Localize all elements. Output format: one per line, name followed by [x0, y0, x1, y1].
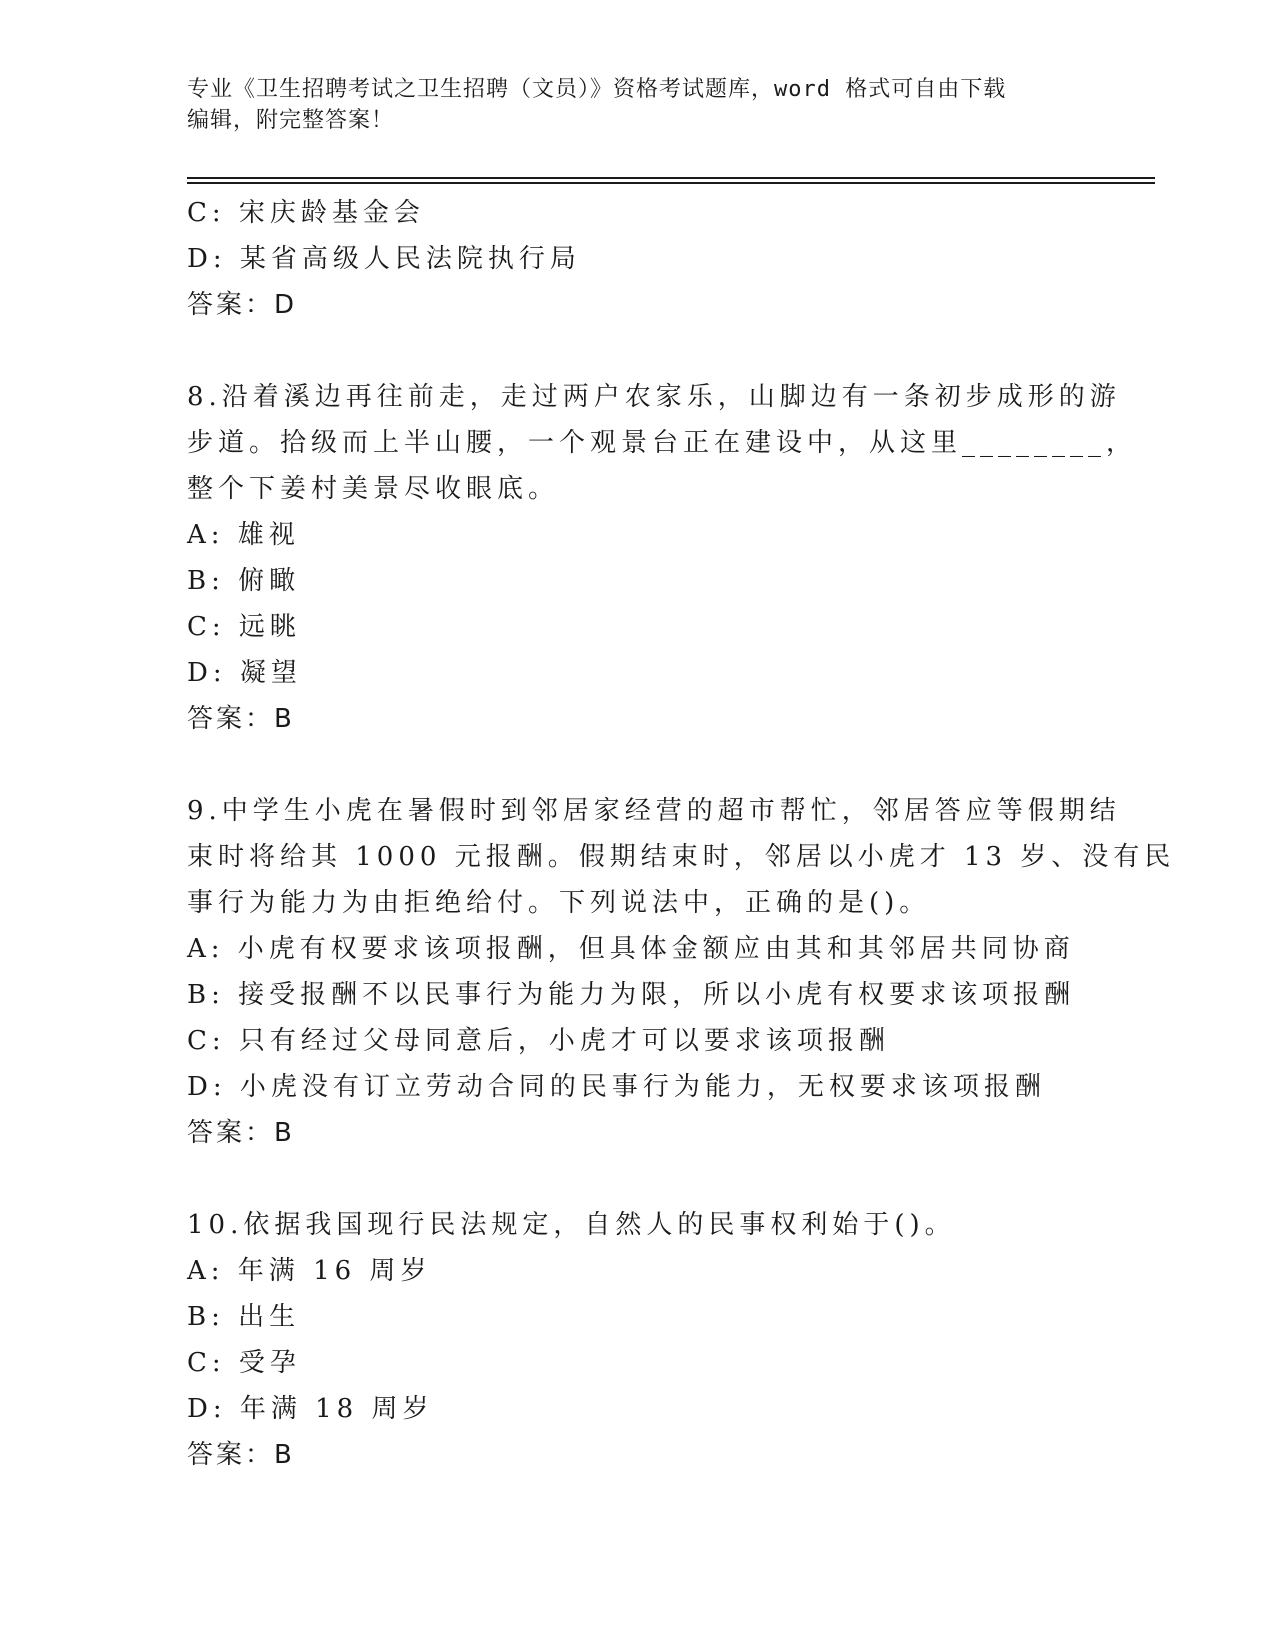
question-10 [187, 1202, 1087, 1478]
option-b: B: 出生 [187, 1302, 301, 1332]
question-8 [187, 374, 1138, 742]
option-b: B: 俯瞰 [187, 566, 301, 596]
stem-line: 9.中学生小虎在暑假时到邻居家经营的超市帮忙，邻居答应等假期结 [187, 796, 1121, 826]
option-c: C: 远眺 [187, 612, 301, 642]
spacer [187, 1156, 1087, 1202]
option-d: D: 凝望 [187, 658, 302, 688]
question-stem [187, 1202, 1087, 1248]
option-d: D: 小虎没有订立劳动合同的民事行为能力，无权要求该项报酬 [187, 1072, 1046, 1102]
header-divider-top [187, 177, 1155, 179]
question-stem [187, 788, 1176, 926]
header-line-2: 编辑，附完整答案！ [187, 108, 395, 133]
document-header [187, 74, 1087, 136]
question-stem [187, 374, 1138, 512]
stem-line: 事行为能力为由拒绝给付。下列说法中，正确的是()。 [187, 888, 931, 918]
answer-line: 答案：B [187, 704, 295, 734]
stem-line: 步道。拾级而上半山腰，一个观景台正在建设中，从这里________， [187, 428, 1138, 458]
stem-line: 整个下姜村美景尽收眼底。 [187, 474, 560, 504]
question-9 [187, 788, 1176, 1156]
option-a: A: 小虎有权要求该项报酬，但具体金额应由其和其邻居共同协商 [187, 934, 1075, 964]
stem-line: 10.依据我国现行民法规定，自然人的民事权利始于()。 [187, 1210, 956, 1240]
option-a: A: 雄视 [187, 520, 300, 550]
header-line-1: 专业《卫生招聘考试之卫生招聘（文员）》资格考试题库，word 格式可自由下载 [187, 77, 1007, 102]
stem-line: 束时将给其 1000 元报酬。假期结束时，邻居以小虎才 13 岁、没有民 [187, 842, 1176, 872]
answer-line: 答案：B [187, 1440, 295, 1470]
option-c: C: 受孕 [187, 1348, 301, 1378]
option-d: D: 年满 18 周岁 [187, 1394, 434, 1424]
answer-line: 答案：D [187, 290, 298, 320]
option-b: B: 接受报酬不以民事行为能力为限，所以小虎有权要求该项报酬 [187, 980, 1076, 1010]
option-c: C: 只有经过父母同意后，小虎才可以要求该项报酬 [187, 1026, 890, 1056]
question-7-tail [187, 190, 1087, 328]
spacer [187, 328, 1087, 374]
answer-line: 答案：B [187, 1118, 295, 1148]
header-divider-bottom [187, 182, 1155, 184]
option-d: D: 某省高级人民法院执行局 [187, 244, 581, 274]
stem-line: 8.沿着溪边再往前走，走过两户农家乐，山脚边有一条初步成形的游 [187, 382, 1121, 412]
option-a: A: 年满 16 周岁 [187, 1256, 432, 1286]
question-list [187, 190, 1176, 1478]
spacer [187, 742, 1087, 788]
option-c: C: 宋庆龄基金会 [187, 198, 425, 228]
